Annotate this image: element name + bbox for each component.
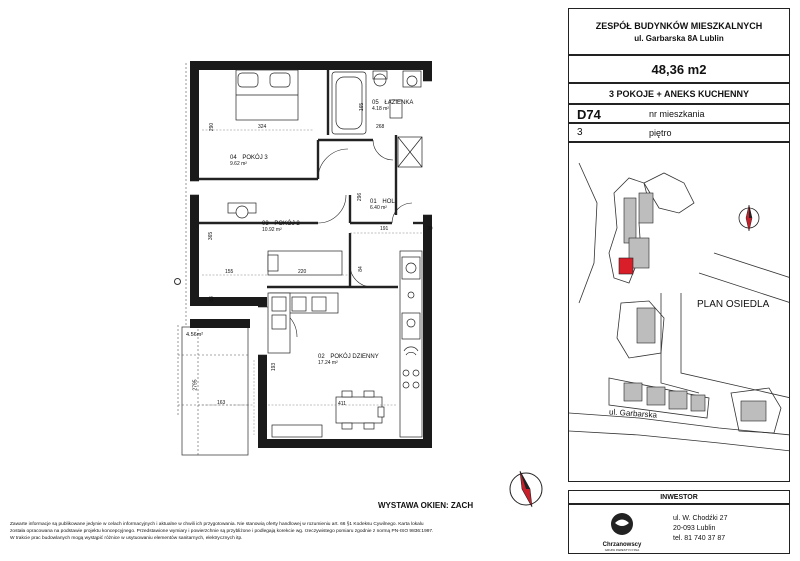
room-area: 4.18 m² xyxy=(372,106,389,112)
investor-address-1: ul. W. Chodźki 27 xyxy=(673,515,728,522)
floor-value: 3 xyxy=(577,127,583,138)
dim-268: 268 xyxy=(376,124,385,130)
site-plan-map xyxy=(569,143,790,482)
dim-193: 193 xyxy=(271,362,278,372)
dim-191: 191 xyxy=(380,226,389,232)
room-name: HOL xyxy=(382,199,395,205)
dim-365: 365 xyxy=(208,231,215,241)
site-plan-title: PLAN OSIEDLA xyxy=(697,299,770,310)
kitchen xyxy=(400,251,422,437)
balcony xyxy=(182,327,248,455)
investor-logo-icon xyxy=(597,511,647,537)
main-compass-icon xyxy=(504,467,548,511)
disclaimer-line-2: została opracowana na podstawie projektu koncepcyjnego. Przedstawione wymiary i powierzchnie są przybliżone i podlegają korekcie wg. rzeczywistego pomiaru zgodnie z normą PN-ISO 9836:1997. xyxy=(10,529,434,534)
investor-heading-box xyxy=(568,490,790,504)
dim-165: 165 xyxy=(359,102,366,112)
dim-155: 155 xyxy=(225,269,234,275)
room2-furniture xyxy=(228,203,342,275)
investor-logo-text: Chrzanowscy xyxy=(602,542,642,548)
bathroom-fixtures xyxy=(332,71,422,167)
dim-290: 290 xyxy=(209,122,216,132)
street-label: ul. Garbarska xyxy=(608,407,658,420)
dim-411: 411 xyxy=(338,401,346,407)
room-area: 10.92 m² xyxy=(262,227,282,233)
window-exposure xyxy=(378,501,473,510)
disclaimer-line-3: W trakcie prac budowlanych mogą wystąpić różnice w usytuowaniu elementów sanitarnych, elektrycznych itp. xyxy=(10,536,243,541)
floor-label: piętro xyxy=(649,128,672,138)
investor-address-2: 20-093 Lublin xyxy=(673,525,716,532)
window-exposure-text: WYSTAWA OKIEN: ZACH xyxy=(378,501,474,510)
room-area: 6.40 m² xyxy=(370,205,387,211)
room-number: 04 xyxy=(230,155,237,161)
room-name: POKÓJ 2 xyxy=(274,221,300,227)
dim-2795: 2795 xyxy=(192,379,199,391)
room-name: ŁAZIENKA xyxy=(384,100,414,106)
dim-163: 163 xyxy=(217,400,226,406)
investor-phone: tel. 81 740 37 87 xyxy=(673,535,726,542)
dim-30: 30 xyxy=(427,226,433,232)
dim-324: 324 xyxy=(258,124,267,130)
room-number: 03 xyxy=(262,221,269,227)
building-address: ul. Garbarska 8A Lublin xyxy=(634,33,724,43)
dim-84: 84 xyxy=(357,266,364,272)
room-area: 17.24 m² xyxy=(318,360,338,366)
investor-logo xyxy=(597,511,647,551)
building-title: ZESPÓŁ BUDYNKÓW MIESZKALNYCH xyxy=(595,20,763,31)
area-box xyxy=(568,55,790,83)
floor-box xyxy=(568,123,790,142)
room-label-02 xyxy=(318,354,379,366)
orientation-marker xyxy=(174,278,181,285)
apartment-area: 48,36 m2 xyxy=(651,61,707,77)
room-label-01 xyxy=(370,199,395,211)
site-plan-box xyxy=(568,142,790,482)
apartment-number-box xyxy=(568,104,790,123)
room-label-04 xyxy=(230,155,268,167)
room-name: POKÓJ DZIENNY xyxy=(330,354,379,360)
dim-220: 220 xyxy=(298,269,307,275)
dim-296: 296 xyxy=(357,192,364,202)
room-name: POKÓJ 3 xyxy=(242,155,268,161)
apartment-number: D74 xyxy=(577,107,601,122)
investor-logo-sub: GRUPA INWESTYCYJNA xyxy=(604,548,640,552)
highlighted-unit xyxy=(619,258,633,274)
site-compass-icon xyxy=(739,205,759,231)
investor-details-box xyxy=(568,504,790,554)
floor-plan xyxy=(168,55,448,460)
dim-83: 83 xyxy=(208,296,215,302)
investor-heading: INWESTOR xyxy=(660,493,698,501)
room-number: 01 xyxy=(370,199,377,205)
balcony-area: 4.56m² xyxy=(186,332,204,338)
apartment-number-label: nr mieszkania xyxy=(649,109,705,119)
disclaimer-line-1: Zawarte informacje są publikowane jedynie w celach informacyjnych i aktualne w chwili ich przygotowania. Nie stanowią oferty handlowej w rozumieniu art. 66 §1 Kodeksu Cywilnego. Karta lokalu xyxy=(10,522,424,527)
room-number: 05 xyxy=(372,100,379,106)
room-config-box xyxy=(568,83,790,104)
building-title-box xyxy=(568,8,790,55)
disclaimer xyxy=(10,521,565,542)
room-number: 02 xyxy=(318,354,325,360)
room-label-03 xyxy=(262,221,300,233)
room-config: 3 POKOJE + ANEKS KUCHENNY xyxy=(609,88,749,99)
room-label-05 xyxy=(372,100,413,112)
bed-room3 xyxy=(236,70,298,120)
room-area: 9.62 m² xyxy=(230,161,247,167)
windows xyxy=(190,81,432,355)
